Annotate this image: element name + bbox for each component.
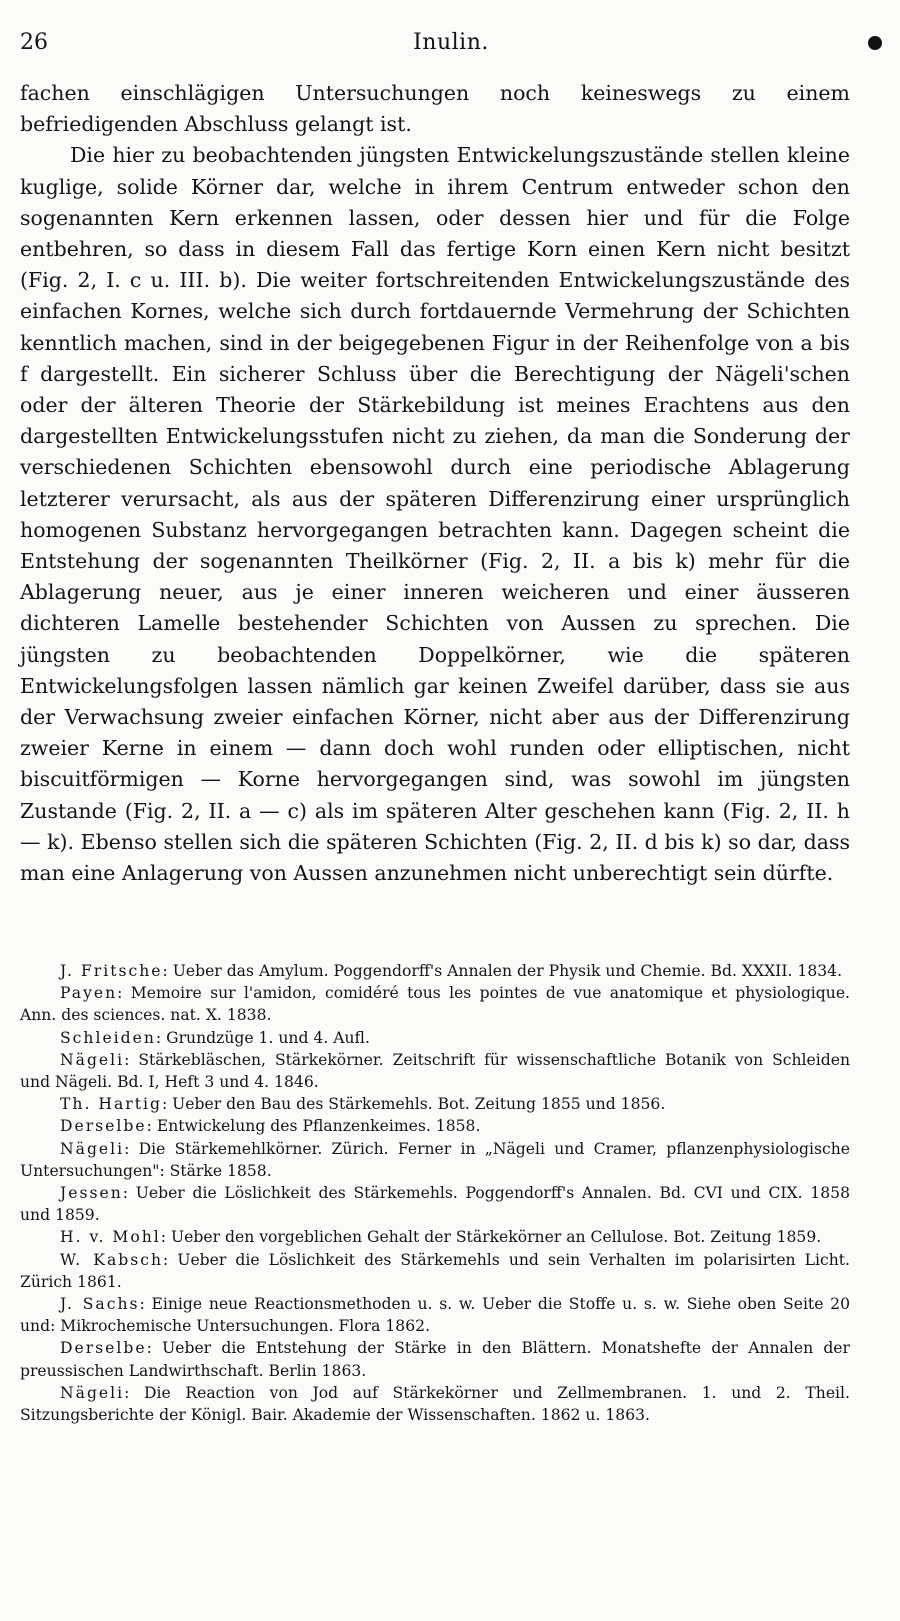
reference-author: Derselbe bbox=[60, 1117, 147, 1136]
reference-item bbox=[20, 960, 850, 982]
ink-spot-icon bbox=[868, 36, 882, 50]
reference-text: : Die Stärkemehlkörner. Zürich. Ferner in „Nägeli und Cramer, pflanzenphysiologische Untersuchungen": Stärke 1858. bbox=[20, 1139, 850, 1180]
reference-text: : Entwickelung des Pflanzenkeimes. 1858. bbox=[146, 1117, 481, 1136]
reference-item bbox=[20, 1027, 850, 1049]
paragraph-continuation: fachen einschlägigen Untersuchungen noch keineswegs zu einem befriedigenden Abschluss gelangt ist. bbox=[20, 81, 850, 137]
reference-author: Payen bbox=[60, 984, 118, 1003]
reference-author: Nägeli bbox=[60, 1050, 125, 1069]
reference-item bbox=[20, 1093, 850, 1115]
reference-author: Nägeli bbox=[60, 1383, 125, 1402]
reference-item bbox=[20, 1382, 850, 1426]
reference-item bbox=[20, 1115, 850, 1137]
paragraph: Die hier zu beobachtenden jüngsten Entwickelungszustände stellen kleine kuglige, solide Körner dar, welche in ihrem Centrum entweder schon den sogenannten Kern erkennen lassen, oder dessen hier und für die Folge entbehren, so dass in diesem Fall das fertige Korn einen Kern nicht besitzt (Fig. 2, I. c u. III. b). Die weiter fortschreitenden Entwickelungszustände des einfachen Kornes, welche sich durch fortdauernde Vermehrung der Schichten kenntlich machen, sind in der beigegebenen Figur in der Reihenfolge von a bis f dargestellt. Ein sicherer Schluss über die Berechtigung der Nägeli'schen oder der älteren Theorie der Stärkebildung ist meines Erachtens aus den dargestellten Entwickelungsstufen nicht zu ziehen, da man die Sonderung der verschiedenen Schichten ebensowohl durch eine periodische Ablagerung letzterer verursacht, als aus der späteren Differenzirung einer ursprünglich homogenen Substanz hervorgegangen betrachten kann. Dagegen scheint die Entstehung der sogenannten Theilkörner (Fig. 2, II. a bis k) mehr für die Ablagerung neuer, aus je einer inneren weicheren und einer äusseren dichteren Lamelle bestehender Schichten von Aussen zu sprechen. Die jüngsten zu beobachtenden Doppelkörner, wie die späteren Entwickelungsfolgen lassen nämlich gar keinen Zweifel darüber, dass sie aus der Verwachsung zweier einfachen Körner, nicht aber aus der Differenzirung zweier Kerne in einem — dann doch wohl runden oder elliptischen, nicht biscuitförmigen — Korne hervorgegangen sind, was sowohl im jüngsten Zustande (Fig. 2, II. a — c) als im späteren Alter geschehen kann (Fig. 2, II. h — k). Ebenso stellen sich die späteren Schichten (Fig. 2, II. d bis k) so dar, dass man eine Anlagerung von Aussen anzunehmen nicht unberechtigt sein dürfte. bbox=[20, 143, 850, 886]
reference-item bbox=[20, 1226, 850, 1248]
reference-text: : Ueber den vorgeblichen Gehalt der Stärkekörner an Cellulose. Bot. Zeitung 1859. bbox=[160, 1228, 822, 1247]
reference-text: : Grundzüge 1. und 4. Aufl. bbox=[155, 1028, 370, 1047]
reference-item bbox=[20, 1337, 850, 1381]
body-text bbox=[20, 78, 850, 889]
reference-author: W. Kabsch bbox=[60, 1250, 164, 1269]
reference-text: : Ueber den Bau des Stärkemehls. Bot. Zeitung 1855 und 1856. bbox=[161, 1095, 666, 1114]
page-number: 26 bbox=[20, 30, 48, 55]
reference-text: : Memoire sur l'amidon, comidéré tous les pointes de vue anatomique et physiologique. Ann. des sciences. nat. X. 1838. bbox=[20, 984, 850, 1025]
reference-item bbox=[20, 982, 850, 1026]
reference-text: : Einige neue Reactionsmethoden u. s. w. Ueber die Stoffe u. s. w. Siehe oben Seite 20 und: Mikrochemische Untersuchungen. Flora 1862. bbox=[20, 1295, 851, 1336]
reference-text: : Ueber die Löslichkeit des Stärkemehls. Poggendorff's Annalen. Bd. CVI und CIX. 1858 und 1859. bbox=[20, 1184, 850, 1225]
running-title: Inulin. bbox=[413, 30, 489, 55]
reference-author: H. v. Mohl bbox=[60, 1228, 161, 1247]
reference-author: J. Sachs bbox=[60, 1295, 140, 1314]
reference-item bbox=[20, 1049, 850, 1093]
reference-text: : Ueber das Amylum. Poggendorff's Annalen der Physik und Chemie. Bd. XXXII. 1834. bbox=[162, 962, 843, 980]
reference-text: : Ueber die Löslichkeit des Stärkemehls und sein Verhalten im polarisirten Licht. Zürich 1861. bbox=[20, 1250, 850, 1291]
reference-item bbox=[20, 1182, 850, 1226]
reference-text: : Stärkebläschen, Stärkekörner. Zeitschrift für wissenschaftliche Botanik von Schleiden und Nägeli. Bd. I, Heft 3 und 4. 1846. bbox=[20, 1050, 850, 1092]
reference-item bbox=[20, 1293, 850, 1337]
reference-author: Jessen bbox=[60, 1184, 123, 1203]
reference-author: Derselbe bbox=[60, 1339, 147, 1358]
reference-list bbox=[20, 960, 850, 1426]
reference-author: J. Fritsche bbox=[60, 962, 163, 980]
reference-text: : Die Reaction von Jod auf Stärkekörner und Zellmembranen. 1. und 2. Theil. Sitzungsberichte der Königl. Bair. Akademie der Wissenschaften. 1862 u. 1863. bbox=[20, 1383, 850, 1425]
reference-author: Th. Hartig bbox=[60, 1095, 162, 1114]
page-header bbox=[20, 30, 882, 66]
reference-text: : Ueber die Entstehung der Stärke in den Blättern. Monatshefte der Annalen der preussischen Landwirthschaft. Berlin 1863. bbox=[20, 1339, 850, 1380]
reference-author: Nägeli bbox=[60, 1139, 125, 1158]
reference-item bbox=[20, 1138, 850, 1182]
reference-author: Schleiden bbox=[60, 1028, 156, 1047]
reference-item bbox=[20, 1249, 850, 1293]
